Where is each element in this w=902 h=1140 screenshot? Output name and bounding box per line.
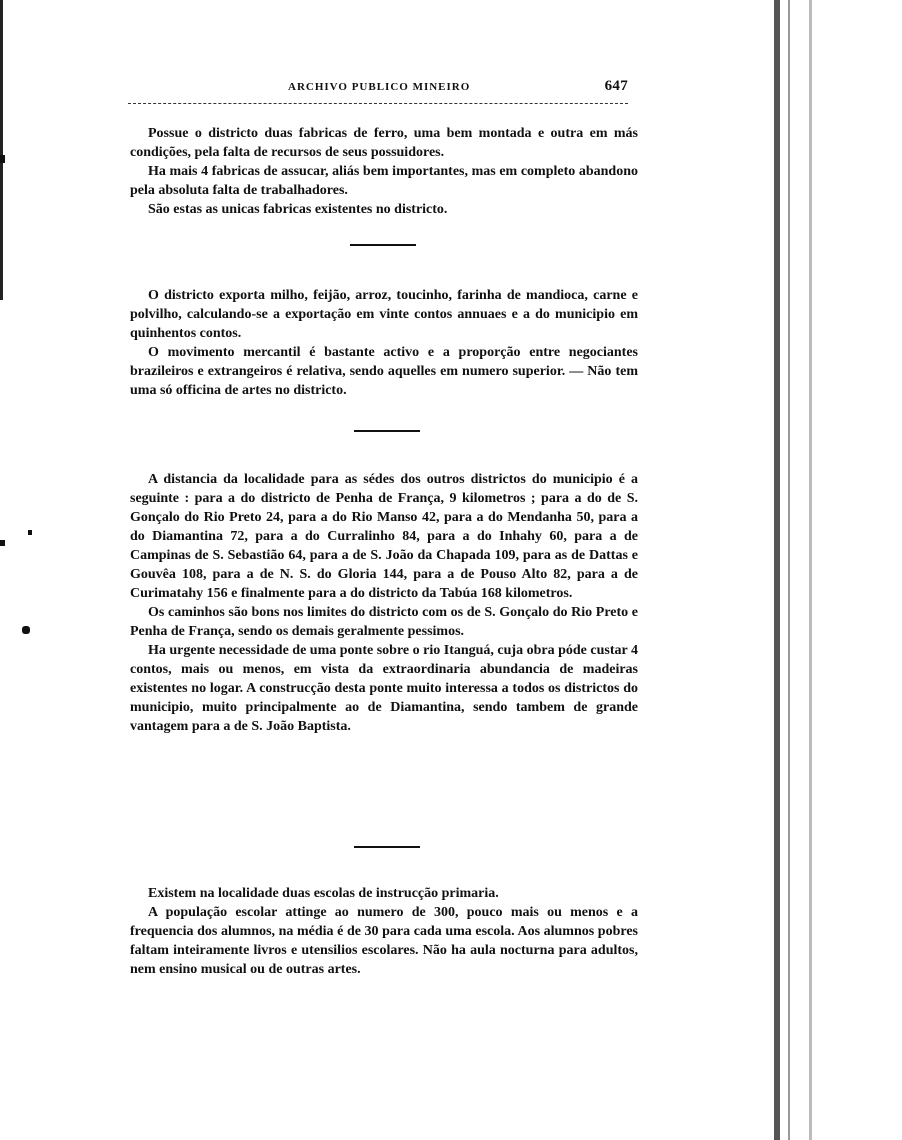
margin-mark [0,155,5,163]
paragraph: Existem na localidade duas escolas de instrucção primaria. [148,886,499,901]
section-divider [354,846,420,848]
paragraph: Possue o districto duas fabricas de ferro, uma bem montada e outra em más condições, pela falta de recursos de seus possuidores. [130,126,638,160]
paragraph: Ha urgente necessidade de uma ponte sobre o rio Itanguá, cuja obra póde custar 4 contos, mais ou menos, em vista da extraordinaria abundancia de madeiras existentes no logar. A construcção desta ponte muito interessa a todos os districtos do municipio, muito principalmente ao de Diamantina, sendo tambem de grande vantagem para a de S. João Baptista. [130,643,638,734]
page-edge-left [0,0,3,300]
paragraph: Os caminhos são bons nos limites do districto com os de S. Gonçalo do Rio Preto e Penha de França, sendo os demais geralmente pessimos. [130,605,638,639]
page-edge-right [774,0,780,1140]
margin-mark [22,626,30,634]
section-divider [354,430,420,432]
margin-mark [0,540,5,546]
page-header [128,78,628,104]
section-divider [350,244,416,246]
page-edge-right [788,0,790,1140]
section-fabricas [130,124,638,219]
paragraph: O districto exporta milho, feijão, arroz, toucinho, farinha de mandioca, carne e polvilho, calculando-se a exportação em vinte contos annuaes e a do municipio em quinhentos contos. [130,288,638,341]
paragraph: A população escolar attinge ao numero de 300, pouco mais ou menos e a frequencia dos alumnos, na média é de 30 para cada uma escola. Aos alumnos pobres faltam inteiramente livros e utensilios escolares. Não ha aula nocturna para adultos, nem ensino musical ou de outras artes. [130,905,638,977]
margin-mark [28,530,32,535]
paragraph: O movimento mercantil é bastante activo e a proporção entre negociantes brazileiros e extrangeiros é relativa, sendo aquelles em numero superior. — Não tem uma só officina de artes no districto. [130,345,638,398]
paragraph: Ha mais 4 fabricas de assucar, aliás bem importantes, mas em completo abandono pela absoluta falta de trabalhadores. [130,164,638,198]
page-number: 647 [604,78,628,94]
section-distancias [130,470,638,736]
page-edge-right [809,0,812,1140]
paragraph: A distancia da localidade para as sédes dos outros districtos do municipio é a seguinte : para a do districto de Penha de França, 9 kilometros ; para a do de S. Gonçalo do Rio Preto 24, para a do Rio Manso 42, para a do Mendanha 50, para a do Diamantina 72, para a do Curralinho 84, para a do Inhahy 60, para a de Campinas de S. Sebastião 64, para a de S. João da Chapada 109, para as de Dattas e Gouvêa 108, para a de N. S. do Gloria 144, para a de Pouso Alto 82, para a de Curimatahy 156 e finalmente para a do districto da Tabúa 168 kilometros. [130,472,638,601]
paragraph: São estas as unicas fabricas existentes no districto. [148,202,448,217]
running-title: ARCHIVO PUBLICO MINEIRO [288,81,471,93]
section-instrucao [130,884,638,979]
section-exportacao [130,286,638,400]
